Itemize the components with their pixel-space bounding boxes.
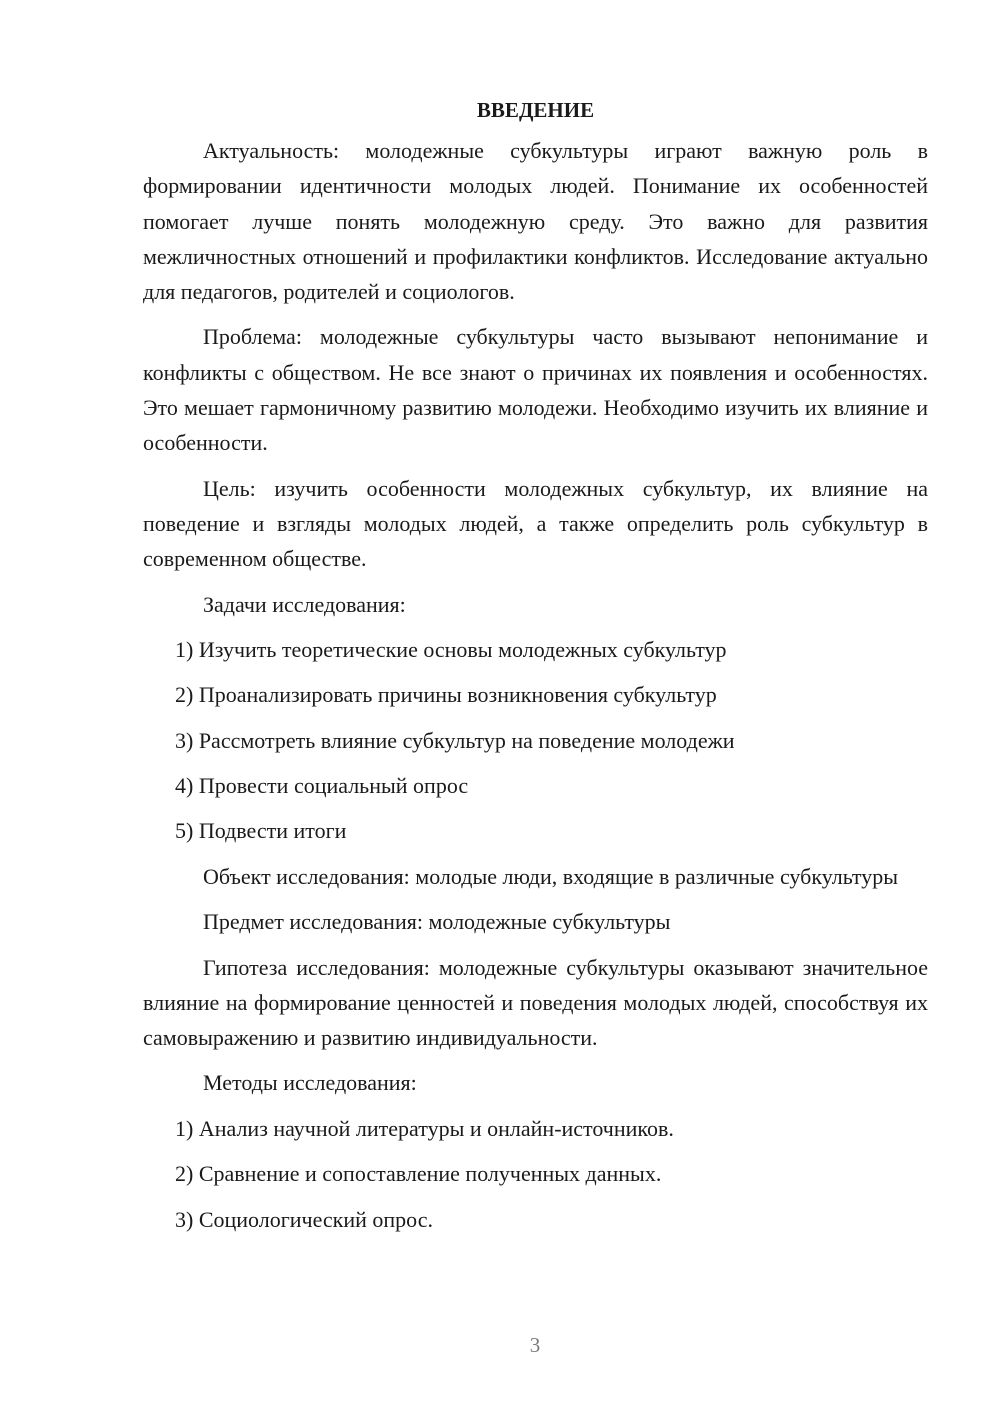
- tasks-heading: Задачи исследования:: [203, 591, 406, 617]
- page-number: 3: [529, 1333, 541, 1357]
- method-item: 2) Сравнение и сопоставление полученных данных.: [175, 1161, 662, 1187]
- subject-paragraph: Предмет исследования: молодежные субкультуры: [203, 908, 671, 934]
- method-item: 3) Социологический опрос.: [175, 1206, 433, 1232]
- relevance-paragraph: Актуальность: молодежные субкультуры играют важную роль в формировании идентичности молодых людей. Понимание их особенностей помогает лучше понять молодежную среду. Это важно для развития межличностных отношений и профилактики конфликтов. Исследование актуально для педагогов, родителей и социологов.: [143, 138, 928, 305]
- methods-heading: Методы исследования:: [203, 1070, 417, 1096]
- object-paragraph: Объект исследования: молодые люди, входящие в различные субкультуры: [203, 863, 899, 889]
- tasks-list: [143, 632, 928, 848]
- methods-list: [143, 1111, 928, 1237]
- task-item: 5) Подвести итоги: [175, 818, 347, 844]
- task-item: 3) Рассмотреть влияние субкультур на поведение молодежи: [175, 727, 735, 753]
- problem-paragraph: Проблема: молодежные субкультуры часто вызывают непонимание и конфликты с обществом. Не все знают о причинах их появления и особенностях. Это мешает гармоничному развитию молодежи. Необходимо изучить их влияние и особенности.: [143, 324, 928, 456]
- task-item: 1) Изучить теоретические основы молодежных субкультур: [175, 637, 727, 663]
- goal-paragraph: Цель: изучить особенности молодежных субкультур, их влияние на поведение и взгляды молодых людей, а также определить роль субкультур в современном обществе.: [143, 475, 928, 572]
- task-item: 2) Проанализировать причины возникновения субкультур: [175, 682, 717, 708]
- section-title: ВВЕДЕНИЕ: [476, 98, 595, 122]
- method-item: 1) Анализ научной литературы и онлайн-источников.: [175, 1116, 674, 1142]
- document-page: [143, 95, 928, 1247]
- task-item: 4) Провести социальный опрос: [175, 773, 469, 799]
- hypothesis-paragraph: Гипотеза исследования: молодежные субкультуры оказывают значительное влияние на формирование ценностей и поведения молодых людей, способствуя их самовыражению и развитию индивидуальности.: [143, 954, 928, 1051]
